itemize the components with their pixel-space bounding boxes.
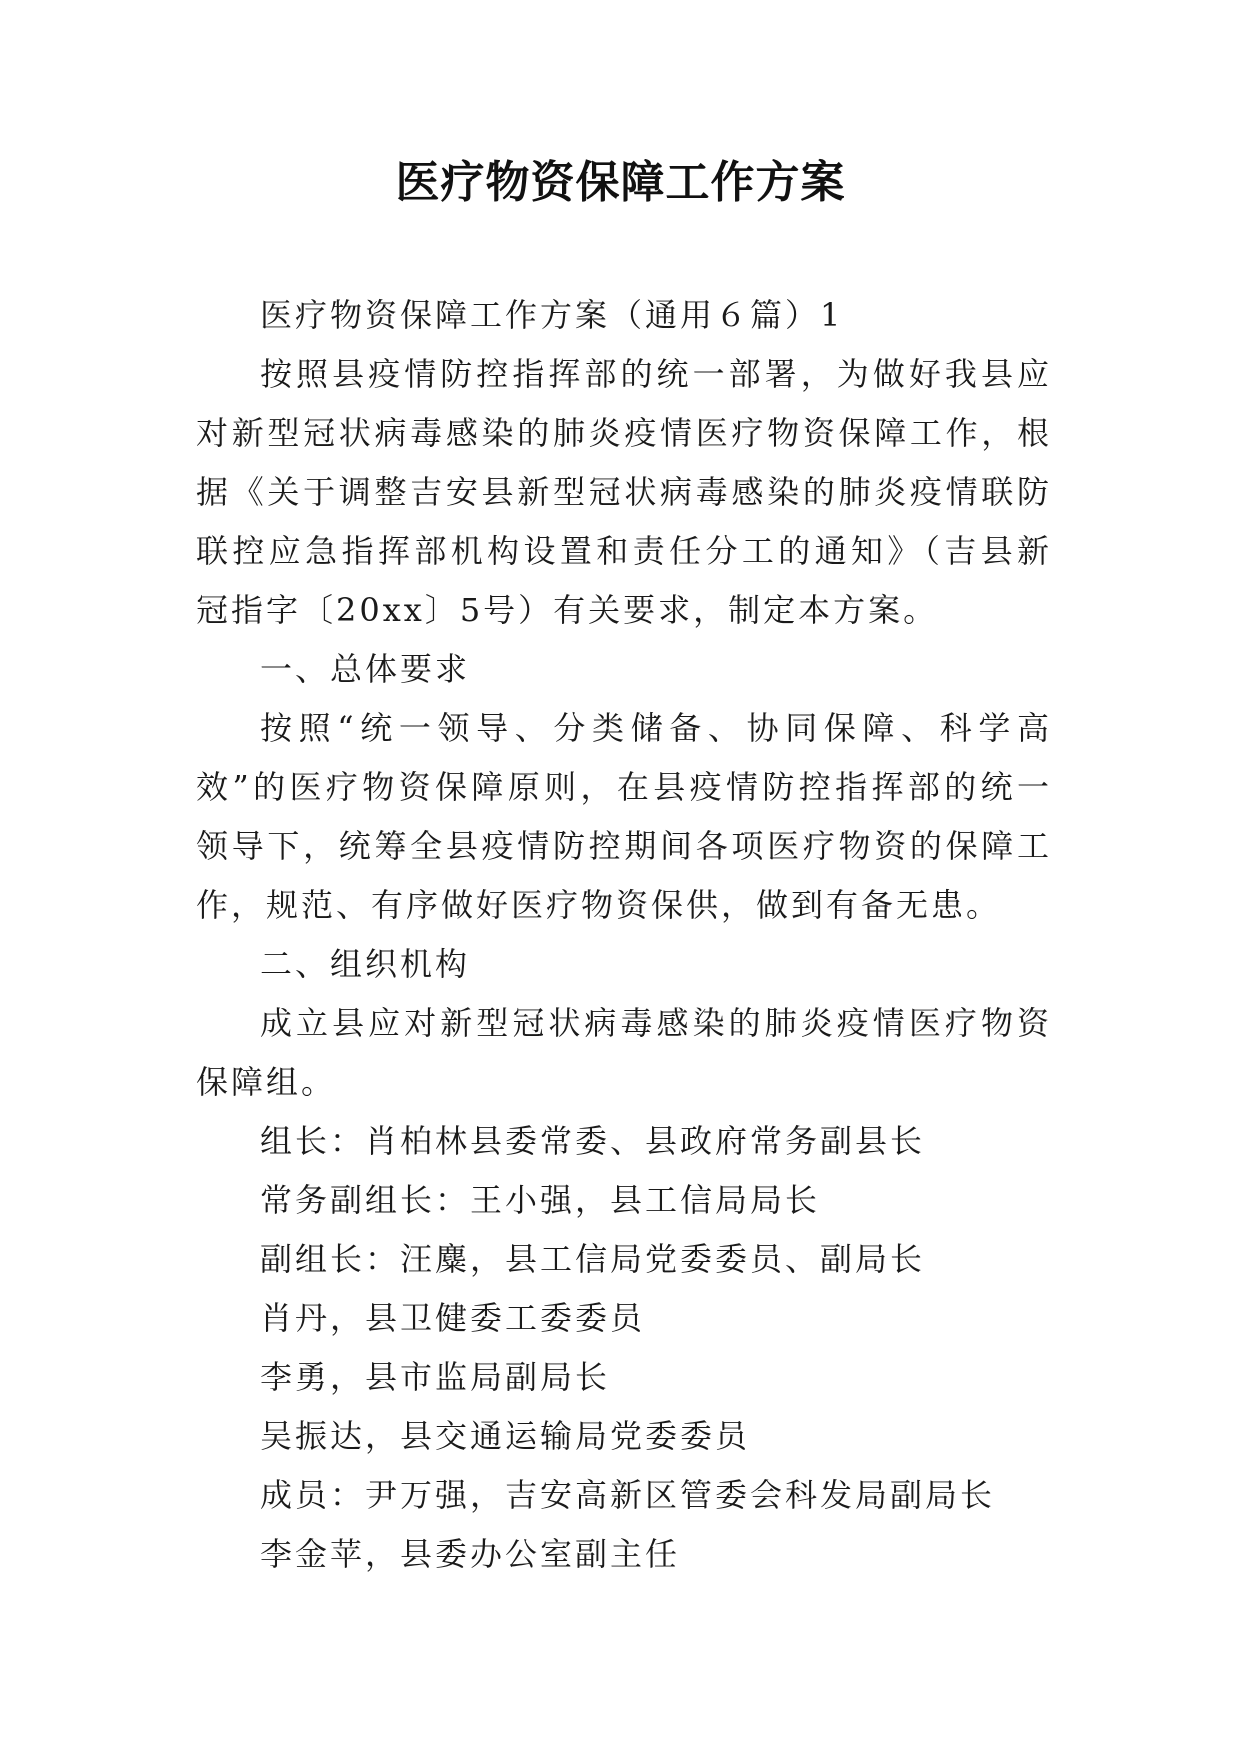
section-heading-general-requirements: 一、总体要求 bbox=[260, 650, 471, 688]
general-requirements-paragraph: 按照“统一领导、分类储备、协同保障、科学高效”的医疗物资保障原则，在县疫情防控指挥部的统一领导下，统筹全县疫情防控期间各项医疗物资的保障工作，规范、有序做好医疗物资保供，做到有备无患。 bbox=[196, 709, 1052, 924]
member-line: 李勇，县市监局副局长 bbox=[260, 1358, 611, 1396]
organization-paragraph: 成立县应对新型冠状病毒感染的肺炎疫情医疗物资保障组。 bbox=[196, 1004, 1052, 1101]
intro-paragraph: 按照县疫情防控指挥部的统一部署，为做好我县应对新型冠状病毒感染的肺炎疫情医疗物资保障工作，根据《关于调整吉安县新型冠状病毒感染的肺炎疫情联防联控应急指挥部机构设置和责任分工的通知》（吉县新冠指字〔20xx〕5号）有关要求，制定本方案。 bbox=[196, 355, 1052, 629]
member-line: 组长：肖柏林县委常委、县政府常务副县长 bbox=[260, 1122, 926, 1160]
document-body bbox=[196, 286, 1052, 1584]
member-line: 肖丹，县卫健委工委委员 bbox=[260, 1299, 646, 1337]
document-title: 医疗物资保障工作方案 bbox=[395, 157, 846, 208]
member-line: 李金苹，县委办公室副主任 bbox=[260, 1535, 681, 1573]
member-line: 成员：尹万强，吉安高新区管委会科发局副局长 bbox=[260, 1476, 996, 1514]
member-line: 吴振达，县交通运输局党委委员 bbox=[260, 1417, 751, 1455]
section-heading-organization: 二、组织机构 bbox=[260, 945, 471, 983]
member-line: 副组长：汪麋，县工信局党委委员、副局长 bbox=[260, 1240, 926, 1278]
document-subtitle: 医疗物资保障工作方案（通用６篇）1 bbox=[260, 296, 844, 334]
member-line: 常务副组长：王小强，县工信局局长 bbox=[260, 1181, 821, 1219]
